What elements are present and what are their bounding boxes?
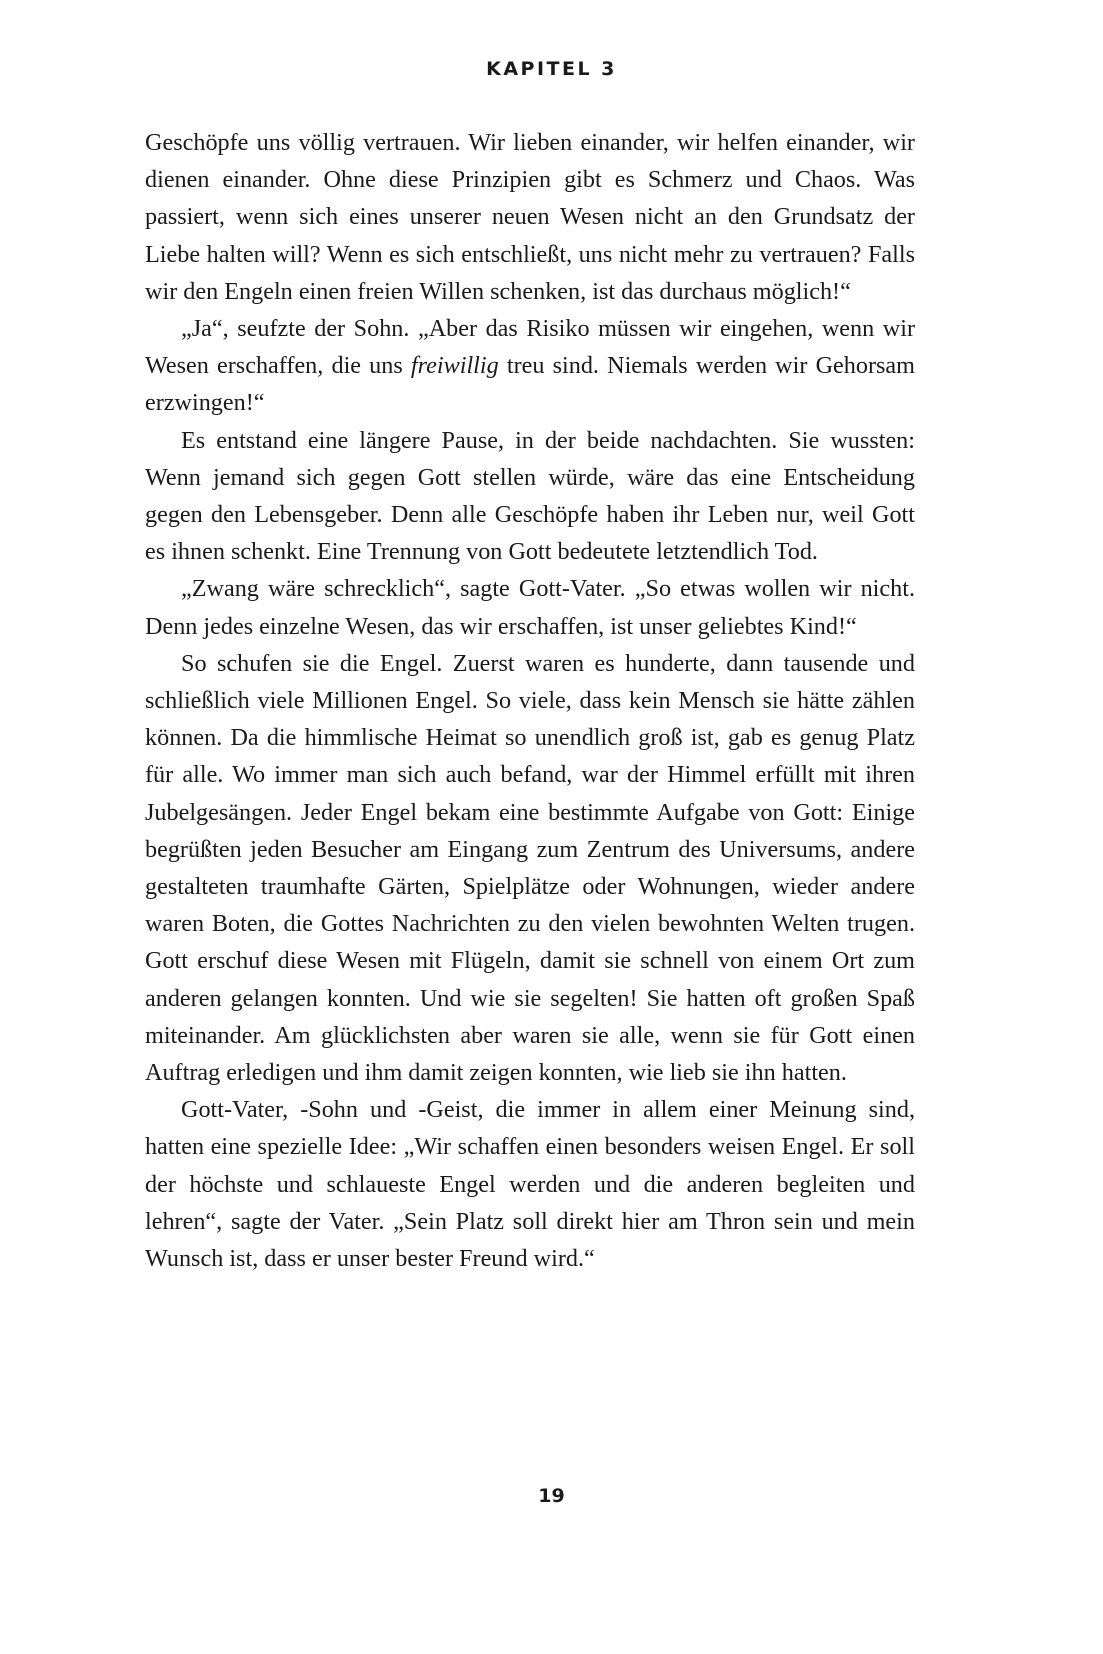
paragraph: Gott-Vater, -Sohn und -Geist, die immer in allem einer Meinung sind, hatten eine spezielle Idee: „Wir schaffen einen besonders weisen Engel. Er soll der höchste und schlaueste Engel werden und die anderen begleiten und lehren“, sagte der Vater. „Sein Platz soll direkt hier am Thron sein und mein Wunsch ist, dass er unser bester Freund wird.“ xyxy=(145,1096,915,1273)
paragraph-text: „Ja“, seufzte der Sohn. „Aber das Risiko müssen wir eingehen, wenn wir Wesen erschaffen, die uns xyxy=(145,315,915,380)
paragraph-text: treu sind. Niemals werden wir Gehorsam erzwingen!“ xyxy=(145,352,915,417)
paragraph: Geschöpfe uns völlig vertrauen. Wir lieben einander, wir helfen einander, wir dienen einander. Ohne diese Prinzipien gibt es Schmerz und Chaos. Was passiert, wenn sich eines unserer neuen Wesen nicht an den Grundsatz der Liebe halten will? Wenn es sich entschließt, uns nicht mehr zu vertrauen? Falls wir den Engeln einen freien Willen schenken, ist das durchaus möglich!“ xyxy=(145,129,915,305)
paragraph xyxy=(145,310,915,422)
chapter-heading: KAPITEL 3 xyxy=(486,58,617,80)
paragraph: „Zwang wäre schrecklich“, sagte Gott-Vater. „So etwas wollen wir nicht. Denn jedes einzelne Wesen, das wir erschaffen, ist unser geliebtes Kind!“ xyxy=(145,575,915,640)
paragraph: So schufen sie die Engel. Zuerst waren es hunderte, dann tausende und schließlich viele Millionen Engel. So viele, dass kein Mensch sie hätte zählen können. Da die himmlische Heimat so unendlich groß ist, gab es genug Platz für alle. Wo immer man sich auch befand, war der Himmel erfüllt mit ihren Jubelgesängen. Jeder Engel bekam eine bestimmte Aufgabe von Gott: Einige begrüßten jeden Besucher am Eingang zum Zentrum des Universums, andere gestalteten traumhafte Gärten, Spielplätze oder Wohnungen, wieder andere waren Boten, die Gottes Nachrichten zu den vielen bewohnten Welten trugen. Gott erschuf diese Wesen mit Flügeln, damit sie schnell von einem Ort zum anderen gelangen konnten. Und wie sie segelten! Sie hatten oft großen Spaß miteinander. Am glücklichsten aber waren sie alle, wenn sie für Gott einen Auftrag erledigen und ihm damit zeigen konnten, wie lieb sie ihn hatten. xyxy=(145,649,915,1087)
body-text xyxy=(145,124,915,1277)
emphasized-word: freiwillig xyxy=(410,352,499,380)
paragraph: Es entstand eine längere Pause, in der beide nachdachten. Sie wussten: Wenn jemand sich gegen Gott stellen würde, wäre das eine Entscheidung gegen den Lebensgeber. Denn alle Geschöpfe haben ihr Leben nur, weil Gott es ihnen schenkt. Eine Trennung von Gott bedeutete letztendlich Tod. xyxy=(145,426,915,566)
page-number: 19 xyxy=(538,1485,565,1507)
